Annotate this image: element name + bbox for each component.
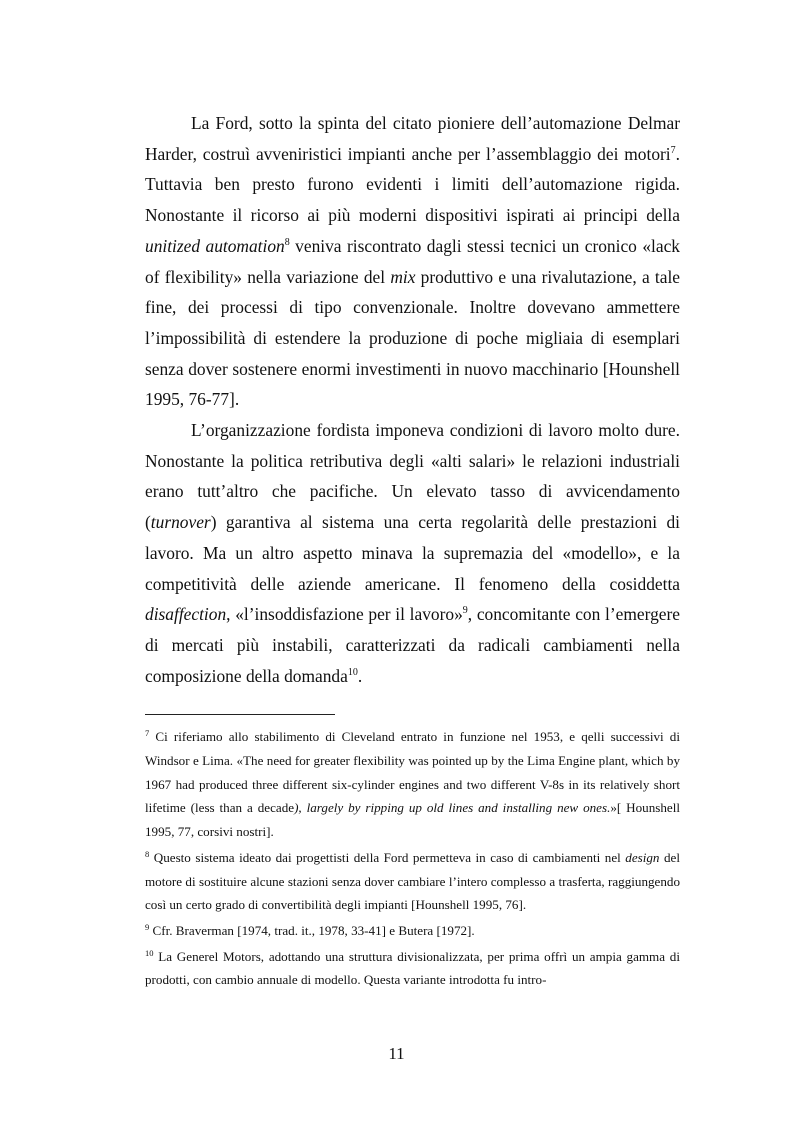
body-paragraph-1 <box>145 108 680 415</box>
page-content <box>145 108 680 994</box>
text-run: . <box>357 665 363 686</box>
footnote-ref-7[interactable]: 7 <box>670 144 676 156</box>
footnote-ref-10[interactable]: 10 <box>347 666 358 678</box>
footnote-text: »[ Hounshell 1995, 77, corsivi nostri]. <box>145 800 680 840</box>
italic-term: turnover <box>150 512 211 533</box>
text-run: veniva riscontrato dagli stessi tecnici un cronico «lack of flexibility» nella variazione del <box>145 235 680 287</box>
text-run: L’organizzazione fordista imponeva condizioni di lavoro molto dure. Nonostante la politica retributiva degli «alti salari» le relazioni industriali erano tutt’altro che pacifiche. Un elevato tasso di avvicendamento ( <box>145 420 680 533</box>
footnote-text: del motore di sostituire alcune stazioni senza dover cambiare l’intero complesso a trasferta, raggiungendo così un certo grado di convertibilità degli impianti [Hounshell 1995, 76]. <box>145 849 680 913</box>
text-run: . Tuttavia ben presto furono evidenti i limiti dell’automazione rigida. Nonostante il ricorso ai più moderni dispositivi ispirati ai principi della <box>145 143 680 226</box>
footnote-text: Questo sistema ideato dai progettisti della Ford permetteva in caso di cambiamenti nel <box>149 849 626 865</box>
italic-term: unitized automation <box>145 235 285 256</box>
footnote-number: 9 <box>145 921 150 932</box>
footnote-text: La Generel Motors, adottando una struttura divisionalizzata, per prima offrì un ampia gamma di prodotti, con cambio annuale di modello. Questa variante introdotta fu intro- <box>145 948 680 988</box>
footnote-ref-9[interactable]: 9 <box>462 605 468 617</box>
footnote-number: 10 <box>145 947 154 958</box>
text-run: La Ford, sotto la spinta del citato pioniere dell’automazione Delmar Harder, costruì avveniristici impianti anche per l’assemblaggio dei motori <box>145 113 680 164</box>
footnote-text: Ci riferiamo allo stabilimento di Cleveland entrato in funzione nel 1953, e qelli successivi di Windsor e Lima. «The need for greater flexibility was pointed up by the Lima Engine plant, which by 1967 had produced three different six-cylinder engines and two different V-8s in its relatively short lifetime (less than a decade <box>145 729 680 816</box>
footnote-italic: ), largely by ripping up old lines and installing new ones. <box>294 800 611 816</box>
footnote-9 <box>145 919 680 943</box>
footnote-10 <box>145 945 680 992</box>
footnote-number: 7 <box>145 728 150 739</box>
body-paragraph-2 <box>145 415 680 691</box>
footnote-separator <box>145 714 335 715</box>
footnote-number: 8 <box>145 848 150 859</box>
footnote-italic: design <box>625 849 660 865</box>
text-run: , «l’insoddisfazione per il lavoro» <box>226 604 463 625</box>
text-run: , concomitante con l’emergere di mercati più instabili, caratterizzati da radicali cambiamenti nella composizione della domanda <box>145 604 680 686</box>
text-run: ) garantiva al sistema una certa regolarità delle prestazioni di lavoro. Ma un altro aspetto minava la supremazia del «modello», e la competitività delle aziende americane. Il fenomeno della cosiddetta <box>145 512 680 594</box>
text-run: produttivo e una rivalutazione, a tale fine, dei processi di tipo convenzionale. Inoltre dovevano ammettere l’impossibilità di estendere la produzione di poche migliaia di esemplari senza dover sostenere enormi investimenti in nuovo macchinario [Hounshell 1995, 76-77]. <box>145 266 680 410</box>
footnote-7 <box>145 725 680 844</box>
footnote-ref-8[interactable]: 8 <box>284 236 290 248</box>
italic-term: mix <box>390 266 416 287</box>
footnote-8 <box>145 846 680 917</box>
italic-term: disaffection <box>145 604 227 625</box>
footnote-text: Cfr. Braverman [1974, trad. it., 1978, 33-41] e Butera [1972]. <box>149 922 475 938</box>
page-number: 11 <box>388 1044 405 1063</box>
